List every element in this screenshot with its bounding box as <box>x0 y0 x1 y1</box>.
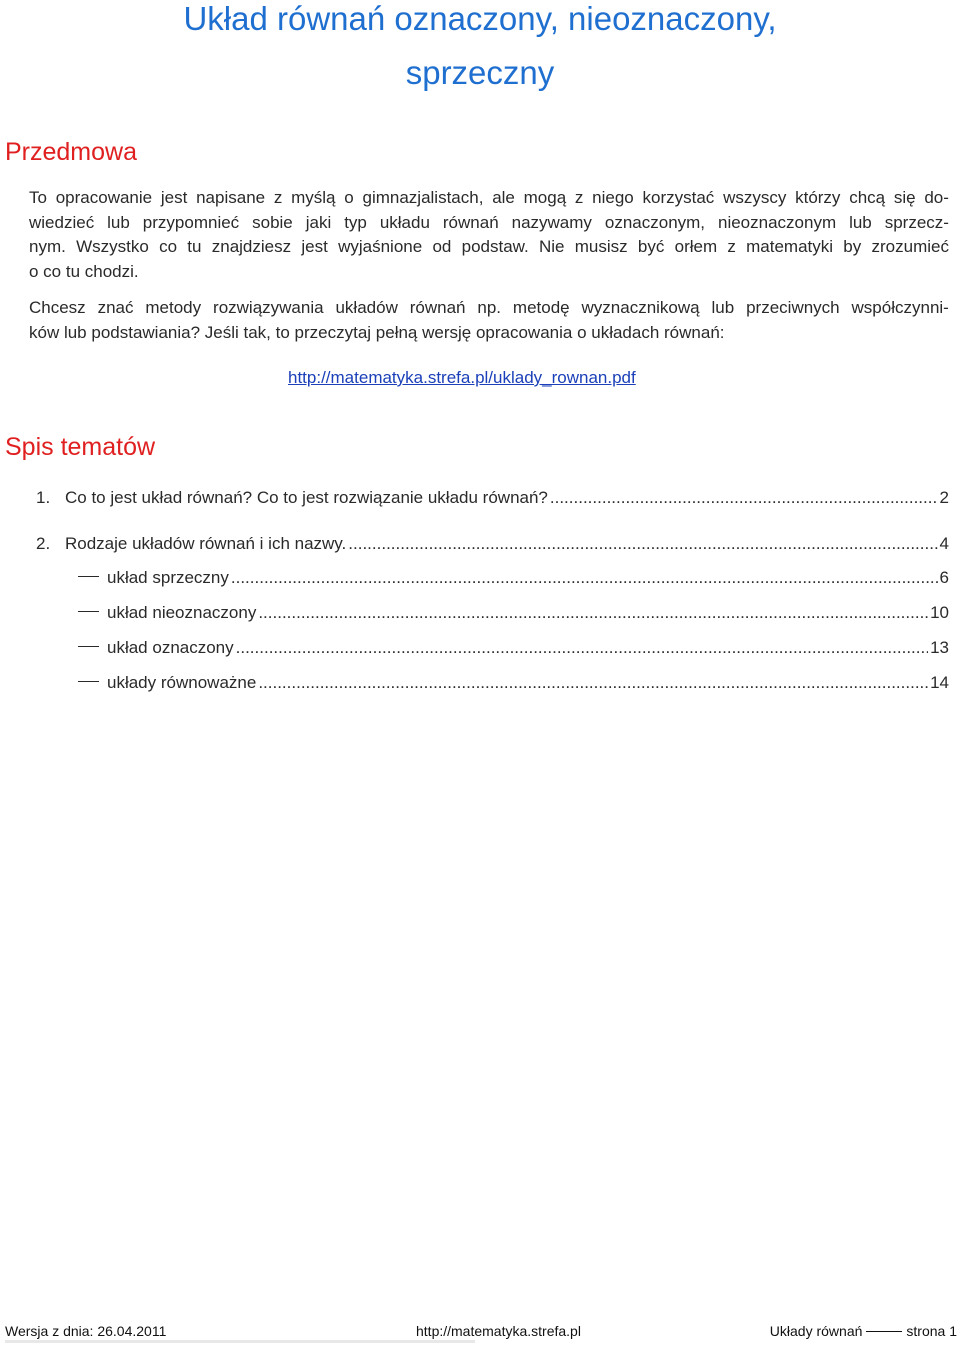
footer-doc-name: Układy równań <box>769 1323 863 1339</box>
toc-item[interactable] <box>36 486 949 510</box>
em-dash-marker <box>78 681 99 682</box>
em-dash-marker <box>78 576 99 577</box>
toc-subitem[interactable] <box>78 671 949 695</box>
toc-subitem[interactable] <box>78 636 949 660</box>
toc-item-label: układ nieoznaczony <box>107 603 257 622</box>
toc-item-page: 6 <box>939 568 949 587</box>
footer-url: http://matematyka.strefa.pl <box>416 1323 581 1339</box>
toc-item-label: układ oznaczony <box>107 638 234 657</box>
document-title-line1: Układ równań oznaczony, nieoznaczony, <box>183 0 777 37</box>
em-dash-marker <box>866 1331 902 1332</box>
preface-p1-line-2: wiedzieć lub przypomnieć sobie jaki typ układu równań nazywamy oznaczonym, nieoznaczonym lub sprzecz- <box>29 212 949 232</box>
toc-item-label: Co to jest układ równań? Co to jest rozwiązanie układu równań? <box>65 488 548 507</box>
toc-leader-dots <box>258 671 928 695</box>
toc-item-page: 13 <box>930 638 949 657</box>
footer-version: Wersja z dnia: 26.04.2011 <box>5 1323 167 1339</box>
toc-subitem[interactable] <box>78 566 949 590</box>
toc-item-number: 2. <box>36 534 51 553</box>
toc-item-page: 14 <box>930 673 949 692</box>
footer-page-label: strona 1 <box>906 1323 957 1339</box>
toc-item-page: 10 <box>930 603 949 622</box>
toc-leader-dots <box>236 636 928 660</box>
toc-leader-dots <box>550 486 938 510</box>
toc-item-label: Rodzaje układów równań i ich nazwy. <box>65 534 347 553</box>
toc-item-number: 1. <box>36 488 51 507</box>
preface-heading: Przedmowa <box>5 138 137 166</box>
preface-p1-line-3: nym. Wszystko co tu znajdziesz jest wyjaśnione od podstaw. Nie musisz być orłem z matematyki by zrozumieć <box>29 237 949 257</box>
footer-page-info <box>770 1321 957 1341</box>
preface-p1-line-4: o co tu chodzi. <box>29 261 139 281</box>
preface-p2-line-2: ków lub podstawiania? Jeśli tak, to przeczytaj pełną wersję opracowania o układach równań: <box>29 322 725 342</box>
toc-heading: Spis tematów <box>5 433 156 461</box>
toc-item-page: 2 <box>939 488 949 507</box>
full-version-link[interactable]: http://matematyka.strefa.pl/uklady_rownan.pdf <box>288 368 636 387</box>
preface-p2-line-1: Chcesz znać metody rozwiązywania układów równań np. metodę wyznacznikową lub przeciwnych współczynni- <box>29 298 949 317</box>
toc-subitem[interactable] <box>78 601 949 625</box>
toc-leader-dots <box>258 601 928 625</box>
toc-item-label: układy równoważne <box>107 673 257 692</box>
toc-item-page: 4 <box>939 534 949 553</box>
toc-item-label: układ sprzeczny <box>107 568 229 587</box>
toc-item[interactable] <box>36 532 949 556</box>
footer-fine-print <box>5 1340 475 1343</box>
toc-leader-dots <box>348 532 937 556</box>
preface-p1-line-1: To opracowanie jest napisane z myślą o gimnazjalistach, ale mogą z niego korzystać wszyscy którzy chcą się do- <box>29 188 949 207</box>
em-dash-marker <box>78 611 99 612</box>
toc-leader-dots <box>231 566 938 590</box>
document-title-line2: sprzeczny <box>405 54 555 91</box>
em-dash-marker <box>78 646 99 647</box>
